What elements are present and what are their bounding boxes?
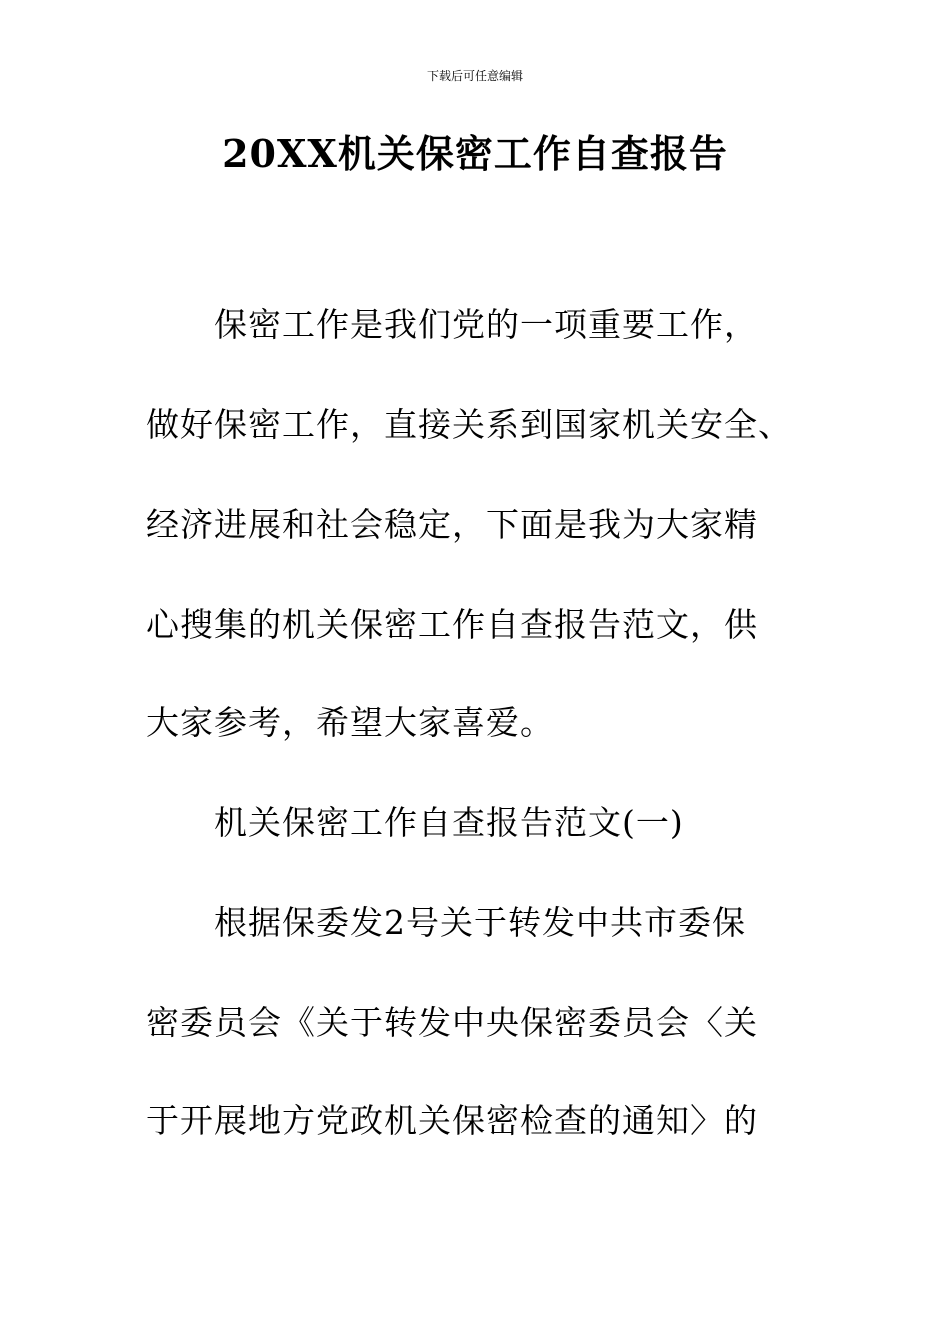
header-note: 下载后可任意编辑 <box>426 69 523 83</box>
paragraph-line: 保密工作是我们党的一项重要工作， <box>214 305 758 344</box>
paragraph-line: 心搜集的机关保密工作自查报告范文，供 <box>146 605 758 644</box>
paragraph-line: 密委员会《关于转发中央保密委员会〈关 <box>146 1003 758 1042</box>
paragraph-line: 大家参考，希望大家喜爱。 <box>146 703 554 742</box>
paragraph-line: 于开展地方党政机关保密检查的通知〉的 <box>146 1101 758 1140</box>
paragraph-line: 经济进展和社会稳定，下面是我为大家精 <box>146 505 758 544</box>
paragraph-line: 根据保委发2号关于转发中共市委保 <box>214 903 746 942</box>
document-title: 20XX机关保密工作自查报告 <box>222 131 728 176</box>
section-heading: 机关保密工作自查报告范文(一) <box>214 803 684 842</box>
paragraph-line: 做好保密工作，直接关系到国家机关安全、 <box>146 405 792 444</box>
